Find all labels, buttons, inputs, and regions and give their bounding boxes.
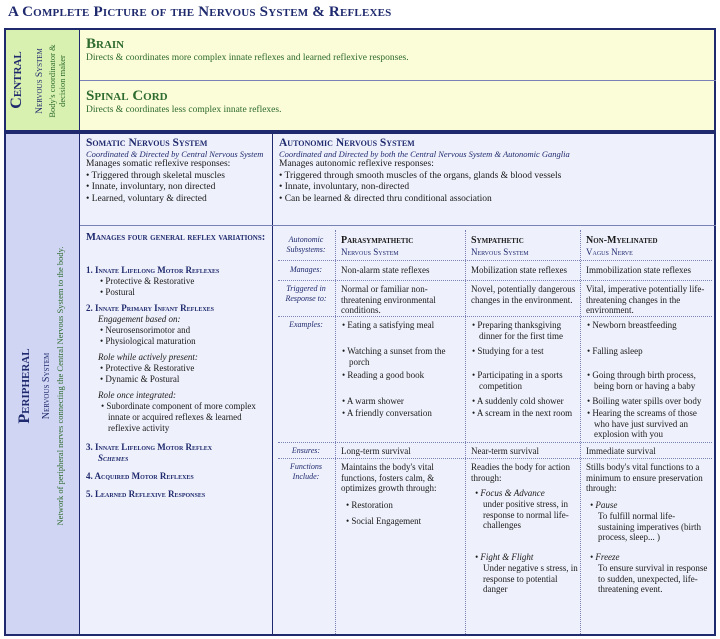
cell-ensures: Near-term survival xyxy=(471,446,540,456)
brain-desc: Directs & coordinates more complex innate reflexes and learned reflexive responses. xyxy=(86,53,409,63)
col-title: Parasympathetic xyxy=(341,235,414,246)
somatic-manages: Manages somatic reflexive responses: xyxy=(86,159,231,169)
brain-block xyxy=(86,36,409,63)
central-side-sub: Nervous System xyxy=(35,48,45,114)
example-item: • Preparing thanksgiving dinner for the first time xyxy=(472,320,563,341)
somatic-bullet: • Triggered through skeletal muscles xyxy=(86,170,225,181)
col-title: Sympathetic xyxy=(471,235,524,246)
row-label-ensures: Ensures: xyxy=(291,446,321,455)
row-label-functions: Functions Include: xyxy=(290,462,322,481)
example-item: • Reading a good book xyxy=(342,370,425,380)
example-item: • Eating a satisfying meal xyxy=(342,320,435,330)
peripheral-side-desc: Network of peripheral nerves connecting the Central Nervous System to the body. xyxy=(55,246,65,526)
variation-2-item: • Dynamic & Postural xyxy=(100,374,180,384)
example-item: • Falling asleep xyxy=(587,346,643,356)
function-desc: Under negative s stress, in response to potential danger xyxy=(483,563,578,594)
cell-triggered: Vital, imperative potentially life-threatening changes in the environment. xyxy=(586,284,705,315)
row-label-subsystems: Autonomic Subsystems: xyxy=(286,235,326,254)
cell-functions: Readies the body for action through: xyxy=(471,462,570,483)
cell-functions: Stills body's vital functions to a minimum to ensure preservation through: xyxy=(586,462,703,493)
variation-4: 4. Acquired Motor Reflexes xyxy=(86,471,194,481)
variation-2-role: Role while actively present: xyxy=(98,352,198,362)
example-item: • Going through birth process, being born or having a baby xyxy=(587,370,696,391)
variation-2-item: • Physiological maturation xyxy=(100,336,196,346)
row-label-manages: Manages: xyxy=(290,265,322,274)
function-item: • Restoration xyxy=(346,500,393,510)
brain-title: Brain xyxy=(86,36,125,52)
variation-1-item: • Protective & Restorative xyxy=(100,276,195,286)
example-item: • Studying for a test xyxy=(472,346,544,356)
variations-block xyxy=(86,231,268,244)
page-title: A Complete Picture of the Nervous System & Reflexes xyxy=(8,4,392,20)
peripheral-side-sub: Nervous System xyxy=(41,352,52,420)
central-side-title: Central xyxy=(8,51,25,109)
example-item: • A warm shower xyxy=(342,396,404,406)
col-sub: Vagus Nerve xyxy=(586,247,633,257)
variations-title: Manages four general reflex variations: xyxy=(86,232,266,243)
variation-2: 2. Innate Primary Infant Reflexes xyxy=(86,303,214,313)
function-title: • Fight & Flight xyxy=(475,552,534,562)
example-item: • A scream in the next room xyxy=(472,408,573,418)
peripheral-sidebar xyxy=(4,132,80,636)
variation-5: 5. Learned Reflexive Responses xyxy=(86,489,206,499)
example-item: • Boiling water spills over body xyxy=(587,396,702,406)
central-sidebar xyxy=(4,28,80,132)
col-sub: Nervous System xyxy=(341,247,399,257)
col-parasympathetic-header xyxy=(341,235,463,258)
peripheral-side-title: Peripheral xyxy=(16,348,33,424)
col-sub: Nervous System xyxy=(471,247,529,257)
function-title: • Freeze xyxy=(590,552,620,562)
example-item: • Hearing the screams of those who have just survived an explosion with you xyxy=(587,408,697,439)
variations-list xyxy=(86,265,270,500)
somatic-bullet: • Innate, involuntary, non directed xyxy=(86,182,216,192)
row-label-examples: Examples: xyxy=(289,320,323,329)
somatic-title: Somatic Nervous System xyxy=(86,137,208,149)
cell-triggered: Normal or familiar non-threatening environmental conditions. xyxy=(341,284,436,315)
row-label-triggered: Triggered in Response to: xyxy=(285,284,327,303)
spinal-title: Spinal Cord xyxy=(86,88,168,104)
cell-manages: Immobilization state reflexes xyxy=(586,265,691,275)
function-item: • Social Engagement xyxy=(346,516,422,526)
variation-2-item: • Protective & Restorative xyxy=(100,363,195,373)
autonomic-coord: Coordinated and Directed by both the Central Nervous System & Autonomic Ganglia xyxy=(279,149,570,159)
cell-ensures: Immediate survival xyxy=(586,446,656,456)
example-item: • A suddenly cold shower xyxy=(472,396,564,406)
example-item: • Participating in a sports competition xyxy=(472,370,563,391)
function-desc: To fulfill normal life-sustaining imperatives (birth process, sleep... ) xyxy=(598,511,701,542)
function-desc: under positive stress, in response to normal life-challenges xyxy=(483,499,569,530)
variation-1-item: • Postural xyxy=(100,287,135,297)
function-title: • Pause xyxy=(590,500,618,510)
central-side-desc2: decision maker xyxy=(57,55,67,107)
variation-3: 3. Innate Lifelong Motor Reflex xyxy=(86,442,213,452)
function-desc: To ensure survival in response to sudden, unexpected, life-threatening event. xyxy=(598,563,708,594)
autonomic-bullet: • Can be learned & directed thru conditional association xyxy=(279,193,492,204)
autonomic-manages: Manages autonomic reflexive responses: xyxy=(279,159,434,169)
somatic-bullet: • Learned, voluntary & directed xyxy=(86,193,207,204)
variation-2-item: • Subordinate component of more complex innate or acquired reflexes & learned reflexive activity xyxy=(101,401,256,433)
spinal-block xyxy=(86,88,281,115)
col-nonmyelinated-header xyxy=(586,235,712,258)
col-title: Non-Myelinated xyxy=(586,235,658,246)
spinal-desc: Directs & coordinates less complex innate reflexes. xyxy=(86,105,282,115)
autonomic-bullet: • Triggered through smooth muscles of the organs, glands & blood vessels xyxy=(279,170,562,181)
variation-2-item: • Neurosensorimotor and xyxy=(100,325,191,335)
cell-ensures: Long-term survival xyxy=(341,446,411,456)
variation-1: 1. Innate Lifelong Motor Reflexes xyxy=(86,265,220,275)
cell-manages: Mobilization state reflexes xyxy=(471,265,567,275)
function-title: • Focus & Advance xyxy=(475,488,545,498)
example-item: • Watching a sunset from the porch xyxy=(342,346,446,367)
variation-3-cont: Schemes xyxy=(98,453,129,463)
somatic-block xyxy=(86,137,268,205)
cell-triggered: Novel, potentially dangerous changes in the environment. xyxy=(471,284,576,305)
cell-functions: Maintains the body's vital functions, fosters calm, & optimizes growth through: xyxy=(341,462,437,493)
central-side-desc1: Body's coordinator & xyxy=(47,44,57,118)
example-item: • A friendly conversation xyxy=(342,408,432,418)
col-sympathetic-header xyxy=(471,235,579,258)
cell-manages: Non-alarm state reflexes xyxy=(341,265,430,275)
somatic-coord: Coordinated & Directed by Central Nervous System xyxy=(86,149,264,159)
autonomic-block xyxy=(279,137,711,205)
example-item: • Newborn breastfeeding xyxy=(587,320,677,330)
autonomic-bullet: • Innate, involuntary, non-directed xyxy=(279,182,410,192)
variation-2-eng: Engagement based on: xyxy=(98,314,181,324)
autonomic-title: Autonomic Nervous System xyxy=(279,137,415,149)
variation-2-integrated: Role once integrated: xyxy=(98,390,176,400)
